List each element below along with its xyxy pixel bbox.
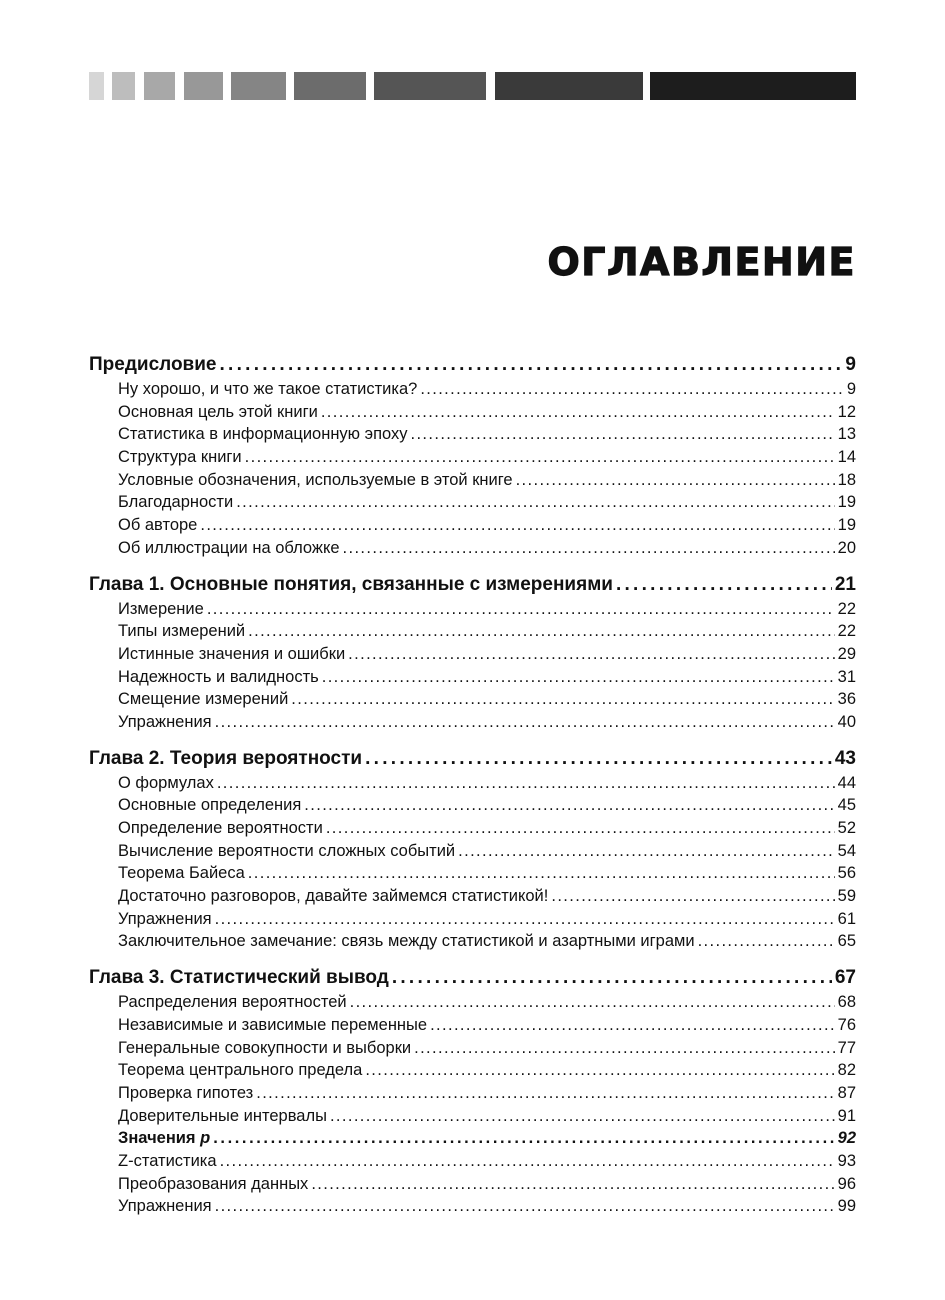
- toc-section-page: 31: [838, 666, 856, 689]
- toc-section-page: 92: [838, 1127, 856, 1150]
- toc-section-page: 52: [838, 817, 856, 840]
- toc-chapter-entry[interactable]: [89, 746, 856, 772]
- toc-section-page: 40: [838, 711, 856, 734]
- toc-dot-leader: [215, 1195, 835, 1218]
- toc-section-title: [118, 537, 340, 560]
- toc-dot-leader: [220, 1150, 835, 1173]
- toc-dot-leader: [420, 378, 844, 401]
- toc-section-title: [118, 446, 242, 469]
- toc-section-entry[interactable]: [89, 817, 856, 840]
- table-of-contents: [89, 352, 856, 1218]
- header-bar-segment-7: [374, 72, 486, 100]
- toc-section-entry[interactable]: [89, 666, 856, 689]
- toc-section-page: 87: [838, 1082, 856, 1105]
- toc-chapter-entry[interactable]: [89, 572, 856, 598]
- toc-section-entry[interactable]: [89, 794, 856, 817]
- toc-dot-leader: [458, 840, 835, 863]
- toc-section-title: [118, 1150, 217, 1173]
- toc-section-title: [118, 885, 548, 908]
- toc-section-entry[interactable]: [89, 1195, 856, 1218]
- toc-chapter-title: Глава 3. Статистический вывод: [89, 965, 389, 991]
- toc-section-page: 82: [838, 1059, 856, 1082]
- toc-section-title: [118, 688, 288, 711]
- toc-section-page: 22: [838, 620, 856, 643]
- toc-section-title: [118, 1037, 411, 1060]
- toc-section-entry[interactable]: [89, 930, 856, 953]
- toc-dot-leader: [321, 401, 835, 424]
- header-bar-segment-4: [184, 72, 223, 100]
- toc-section-page: 20: [838, 537, 856, 560]
- toc-section-title: [118, 491, 233, 514]
- toc-section-title: [118, 862, 245, 885]
- toc-section-title-text: Упражнения: [118, 909, 212, 928]
- toc-dot-leader: [350, 991, 835, 1014]
- toc-section-entry[interactable]: [89, 643, 856, 666]
- toc-section-page: 44: [838, 772, 856, 795]
- toc-section-entry[interactable]: [89, 1173, 856, 1196]
- toc-section-title-text: Основные определения: [118, 796, 302, 815]
- toc-chapter-page: 9: [845, 352, 856, 378]
- toc-section-page: 13: [838, 423, 856, 446]
- toc-section-page: 19: [838, 491, 856, 514]
- toc-dot-leader: [411, 423, 835, 446]
- toc-section-entry[interactable]: [89, 1037, 856, 1060]
- header-bar-segment-9: [650, 72, 856, 100]
- toc-section-page: 14: [838, 446, 856, 469]
- toc-section-title: [118, 991, 347, 1014]
- toc-section-title: [118, 1173, 308, 1196]
- toc-chapter-page: 67: [835, 965, 856, 991]
- toc-section-entry[interactable]: [89, 401, 856, 424]
- toc-dot-leader: [348, 643, 834, 666]
- toc-section-entry[interactable]: [89, 711, 856, 734]
- toc-section-entry[interactable]: [89, 537, 856, 560]
- toc-section-entry[interactable]: [89, 1082, 856, 1105]
- page-title: ОГЛАВЛЕНИЕ: [547, 240, 856, 284]
- toc-dot-leader: [217, 772, 835, 795]
- toc-section-title-text: Достаточно разговоров, давайте займемся статистикой!: [118, 887, 549, 906]
- toc-chapter-page: 43: [835, 746, 856, 772]
- toc-section-entry[interactable]: [89, 840, 856, 863]
- toc-dot-leader: [365, 1059, 834, 1082]
- toc-chapter-page: 21: [835, 572, 856, 598]
- toc-section-title-text: Структура книги: [118, 448, 242, 467]
- toc-section-title-text: Определение вероятности: [118, 819, 323, 837]
- toc-section-title: [118, 840, 455, 863]
- toc-section-page: 18: [838, 469, 856, 492]
- toc-dot-leader: [326, 817, 835, 840]
- toc-section-entry[interactable]: [89, 908, 856, 931]
- toc-section-page: 45: [838, 794, 856, 817]
- toc-dot-leader: [215, 908, 835, 931]
- toc-section-page: 54: [838, 840, 856, 863]
- toc-dot-leader: [322, 666, 835, 689]
- toc-section-page: 29: [838, 643, 856, 666]
- toc-section-title: [118, 423, 408, 446]
- toc-dot-leader: [304, 794, 834, 817]
- toc-section-title-text: Z-статистика: [118, 1151, 217, 1170]
- toc-dot-leader: [236, 491, 834, 514]
- toc-section-title-text: Об иллюстрации на обложке: [118, 538, 340, 557]
- toc-section-page: 56: [838, 862, 856, 885]
- toc-section-page: 12: [838, 401, 856, 424]
- toc-dot-leader: [245, 446, 835, 469]
- toc-chapter-entry[interactable]: [89, 352, 856, 378]
- toc-section-page: 59: [838, 885, 856, 908]
- toc-section-title: [118, 643, 345, 666]
- toc-section-entry[interactable]: [89, 772, 856, 795]
- toc-dot-leader: [256, 1082, 834, 1105]
- header-bar-segment-1: [89, 72, 104, 100]
- toc-section-title-text: Преобразования данных: [118, 1174, 309, 1193]
- header-gradient-bar: [89, 72, 856, 100]
- toc-section-title: [118, 1014, 427, 1037]
- toc-section-entry[interactable]: [89, 598, 856, 621]
- toc-dot-leader: [291, 688, 834, 711]
- toc-section-page: 61: [838, 908, 856, 931]
- toc-section-entry[interactable]: [89, 688, 856, 711]
- header-bar-segment-5: [231, 72, 286, 100]
- toc-section-title-text: Вычисление вероятности сложных событий: [118, 841, 456, 860]
- toc-section-title-text: Типы измерений: [118, 622, 246, 641]
- toc-chapter-title: Предисловие: [89, 352, 217, 378]
- toc-section-title-text: Упражнения: [118, 1197, 212, 1216]
- toc-section-title: [118, 1105, 327, 1128]
- toc-section-entry[interactable]: [89, 1127, 856, 1150]
- toc-section-title-text: Статистика в информационную эпоху: [118, 425, 408, 444]
- toc-section-title: [118, 378, 417, 401]
- toc-section-title-text: Измерение: [118, 599, 204, 618]
- toc-section-entry[interactable]: [89, 378, 856, 401]
- toc-section-title: [118, 666, 319, 689]
- toc-dot-leader: [430, 1014, 835, 1037]
- toc-dot-leader: [213, 1127, 834, 1150]
- toc-section-title-text: Заключительное замечание: связь между статистикой и азартными играми: [118, 932, 695, 951]
- toc-section-page: 93: [838, 1150, 856, 1173]
- toc-section-entry[interactable]: [89, 469, 856, 492]
- toc-dot-leader: [414, 1037, 835, 1060]
- toc-section-page: 77: [838, 1037, 856, 1060]
- toc-chapter-title: Глава 2. Теория вероятности: [89, 746, 362, 772]
- toc-section-page: 76: [838, 1014, 856, 1037]
- toc-section-title: [118, 908, 212, 931]
- toc-dot-leader: [248, 620, 834, 643]
- toc-dot-leader: [343, 537, 835, 560]
- toc-section-title: [118, 794, 301, 817]
- toc-section-page: 91: [838, 1105, 856, 1128]
- toc-section-title: [118, 401, 318, 424]
- toc-section-title: [118, 1082, 253, 1105]
- toc-section-title-text: Значения: [118, 1129, 196, 1148]
- toc-section-title: [118, 711, 212, 734]
- toc-section-title-text: О формулах: [118, 773, 214, 792]
- toc-section-title-text: Смещение измерений: [118, 690, 289, 709]
- toc-section-page: 96: [838, 1173, 856, 1196]
- toc-dot-leader: [551, 885, 834, 908]
- header-bar-segment-2: [112, 72, 135, 100]
- toc-section-title-text: Благодарности: [118, 493, 234, 512]
- toc-section-title-text: Упражнения: [118, 712, 212, 731]
- toc-dot-leader: [365, 746, 832, 772]
- toc-section-entry[interactable]: [89, 1014, 856, 1037]
- toc-section-entry[interactable]: [89, 514, 856, 537]
- toc-section-title: [118, 1127, 210, 1150]
- header-bar-segment-6: [294, 72, 366, 100]
- toc-section-entry[interactable]: [89, 1059, 856, 1082]
- toc-section-title: [118, 598, 204, 621]
- toc-dot-leader: [330, 1105, 835, 1128]
- toc-section-page: 65: [838, 930, 856, 953]
- toc-chapter-entry[interactable]: [89, 965, 856, 991]
- toc-section-title-text: Ну хорошо, и что же такое статистика?: [118, 380, 418, 398]
- toc-dot-leader: [392, 965, 832, 991]
- header-bar-segment-8: [495, 72, 643, 100]
- toc-section-title-text: Проверка гипотез: [118, 1083, 254, 1102]
- toc-dot-leader: [698, 930, 835, 953]
- toc-chapter-title: Глава 1. Основные понятия, связанные с измерениями: [89, 572, 613, 598]
- toc-section-page: 99: [838, 1195, 856, 1218]
- toc-section-entry[interactable]: [89, 862, 856, 885]
- toc-section-title-text: Надежность и валидность: [118, 667, 319, 686]
- toc-section-title-text: Условные обозначения, используемые в этой книге: [118, 470, 513, 489]
- toc-dot-leader: [516, 469, 835, 492]
- toc-section-title-text: Распределения вероятностей: [118, 993, 347, 1012]
- toc-dot-leader: [207, 598, 835, 621]
- toc-dot-leader: [215, 711, 835, 734]
- toc-section-entry[interactable]: [89, 491, 856, 514]
- toc-section-title: [118, 1195, 212, 1218]
- header-bar-segment-3: [144, 72, 175, 100]
- toc-dot-leader: [311, 1173, 834, 1196]
- toc-section-page: 68: [838, 991, 856, 1014]
- toc-dot-leader: [200, 514, 834, 537]
- toc-section-title: [118, 772, 214, 795]
- toc-section-title: [118, 1059, 362, 1082]
- toc-section-entry[interactable]: [89, 1150, 856, 1173]
- toc-section-title: [118, 620, 245, 643]
- toc-section-title-text: Теорема Байеса: [118, 864, 245, 883]
- toc-section-title: [118, 469, 513, 492]
- toc-section-title-text: Основная цель этой книги: [118, 402, 318, 421]
- toc-section-entry[interactable]: [89, 446, 856, 469]
- toc-section-title: [118, 514, 197, 537]
- toc-dot-leader: [248, 862, 835, 885]
- toc-section-title: [118, 930, 695, 953]
- toc-dot-leader: [616, 572, 832, 598]
- toc-section-title-text: Доверительные интервалы: [118, 1106, 327, 1125]
- toc-section-entry[interactable]: [89, 620, 856, 643]
- toc-section-title-text: Независимые и зависимые переменные: [118, 1015, 428, 1034]
- toc-section-entry[interactable]: [89, 1105, 856, 1128]
- toc-section-title: [118, 817, 323, 840]
- toc-section-title-text: Истинные значения и ошибки: [118, 644, 346, 663]
- toc-section-page: 9: [847, 378, 856, 401]
- toc-dot-leader: [220, 352, 843, 378]
- toc-section-page: 19: [838, 514, 856, 537]
- toc-section-entry[interactable]: [89, 991, 856, 1014]
- toc-section-entry[interactable]: [89, 423, 856, 446]
- toc-section-entry[interactable]: [89, 885, 856, 908]
- toc-section-page: 36: [838, 688, 856, 711]
- toc-section-title-text: Генеральные совокупности и выборки: [118, 1038, 412, 1057]
- toc-section-title-text: Теорема центрального предела: [118, 1061, 363, 1080]
- toc-section-title-italic: p: [200, 1129, 211, 1148]
- toc-section-page: 22: [838, 598, 856, 621]
- toc-section-title-text: Об авторе: [118, 516, 198, 535]
